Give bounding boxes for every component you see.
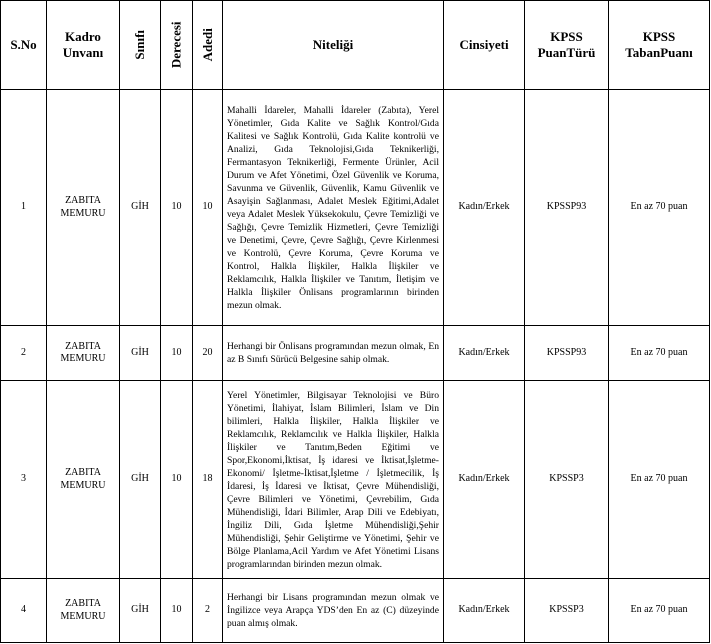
cell-kpss-puan-turu: KPSSP3 xyxy=(525,579,609,643)
header-sinifi xyxy=(120,1,161,90)
cell-kpss-taban-puani: En az 70 puan xyxy=(609,90,710,326)
table-row xyxy=(1,381,710,579)
header-kadro-unvani: Kadro Unvanı xyxy=(47,1,120,90)
header-adedi-text: Adedi xyxy=(199,28,215,62)
cell-sno: 3 xyxy=(1,381,47,579)
cell-kpss-taban-puani: En az 70 puan xyxy=(609,381,710,579)
cell-kadro-unvani: ZABITA MEMURU xyxy=(47,326,120,381)
cell-kpss-puan-turu: KPSSP3 xyxy=(525,381,609,579)
cell-derecesi: 10 xyxy=(161,90,193,326)
header-kpss-puan-turu: KPSS PuanTürü xyxy=(525,1,609,90)
cell-cinsiyeti: Kadın/Erkek xyxy=(444,90,525,326)
table-row xyxy=(1,326,710,381)
cell-adedi: 10 xyxy=(193,90,223,326)
header-sno: S.No xyxy=(1,1,47,90)
cell-kpss-puan-turu: KPSSP93 xyxy=(525,90,609,326)
cell-cinsiyeti: Kadın/Erkek xyxy=(444,579,525,643)
header-kpss-taban-puani: KPSS TabanPuanı xyxy=(609,1,710,90)
cell-sno: 2 xyxy=(1,326,47,381)
header-niteligi: Niteliği xyxy=(223,1,444,90)
header-derecesi-text: Derecesi xyxy=(168,21,184,69)
cell-cinsiyeti: Kadın/Erkek xyxy=(444,326,525,381)
cell-kadro-unvani: ZABITA MEMURU xyxy=(47,381,120,579)
header-adedi xyxy=(193,1,223,90)
cell-derecesi: 10 xyxy=(161,326,193,381)
cell-derecesi: 10 xyxy=(161,579,193,643)
cell-adedi: 20 xyxy=(193,326,223,381)
cell-sinifi: GİH xyxy=(120,326,161,381)
header-derecesi xyxy=(161,1,193,90)
table-row xyxy=(1,90,710,326)
cell-sno: 1 xyxy=(1,90,47,326)
cell-adedi: 2 xyxy=(193,579,223,643)
cell-sinifi: GİH xyxy=(120,381,161,579)
cell-kadro-unvani: ZABITA MEMURU xyxy=(47,579,120,643)
cell-sno: 4 xyxy=(1,579,47,643)
cell-cinsiyeti: Kadın/Erkek xyxy=(444,381,525,579)
header-row xyxy=(1,1,710,90)
cell-derecesi: 10 xyxy=(161,381,193,579)
cell-sinifi: GİH xyxy=(120,579,161,643)
cell-adedi: 18 xyxy=(193,381,223,579)
header-sinifi-text: Sınıfı xyxy=(132,30,148,60)
cell-niteligi: Yerel Yönetimler, Bilgisayar Teknolojisi ve Büro Yönetimi, İlahiyat, İslam Bilimleri, İslam ve Din bilimleri, Halkla İlişkiler, Halkla İlişkiler ve Reklamcılık, Reklamcılık ve Halkla İlişkiler, Halkla İlişkiler ve Tanıtım,Beden Eğitimi ve Spor,Ekonomi,İktisat, İş idaresi ve İktisat,İşletme-Ekonomi/ İşletme-İktisat,İşletme / İşletmecilik, İş İdaresi, İş İdaresi ve İktisat, Çevre Mühendisliği, Çevre Bilimleri ve Yönetimi, Çevrebilim, Gıda Mühendisliği, İdari Bilimler, Arap Dili ve Edebiyatı, İngiliz Dili, Gıda İşletme Mühendisliği,Şehir Mühendisliği, Şehir Geliştirme ve Yönetimi, Şehir ve Bölge Planlama,Acil Yardım ve Afet Yönetimi Lisans programlarından birinden mezun olmak. xyxy=(223,381,444,579)
cell-niteligi: Herhangi bir Önlisans programından mezun olmak, En az B Sınıfı Sürücü Belgesine sahip olmak. xyxy=(223,326,444,381)
cell-kpss-taban-puani: En az 70 puan xyxy=(609,579,710,643)
cell-niteligi: Mahalli İdareler, Mahalli İdareler (Zabıta), Yerel Yönetimler, Gıda Kalite ve Sağlık Kontrol/Gıda Kalitesi ve Sağlık Kontrolü, Gıda Kalite kontrolü ve Analizi, Gıda Teknolojisi,Gıda Teknikerliği, Fermantasyon Teknikerliği, Fermente Ürünler, Acil Durum ve Afet Yönetimi, Özel Güvenlik ve Koruma, Savunma ve Güvenlik, Güvenlik, Kamu Güvenlik ve Asayişin Sağlanması, Adalet Meslek Eğitimi,Adalet veya Adalet Meslek Yüksekokulu, Çevre Temizliği ve Sağlığı, Çevre Temizlik Hizmetleri, Çevre Temizliği ve Denetimi, Çevre, Çevre Sağlığı, Çevre Kirlenmesi ve Kontrolü, Çevre Koruma, Çevre Koruma ve Kontrol, Halkla İlişkiler, Halkla İlişkiler ve Reklamcılık, Halkla İlişkiler ve Tanıtım, İletişim ve Halkla İlişkiler Önlisans programlarının birinden mezun olmak. xyxy=(223,90,444,326)
cell-kpss-puan-turu: KPSSP93 xyxy=(525,326,609,381)
table-row xyxy=(1,579,710,643)
cell-niteligi: Herhangi bir Lisans programından mezun olmak ve İngilizce veya Arapça YDS’den En az (C) düzeyinde puan almış olmak. xyxy=(223,579,444,643)
cell-sinifi: GİH xyxy=(120,90,161,326)
cell-kadro-unvani: ZABITA MEMURU xyxy=(47,90,120,326)
header-cinsiyeti: Cinsiyeti xyxy=(444,1,525,90)
cell-kpss-taban-puani: En az 70 puan xyxy=(609,326,710,381)
